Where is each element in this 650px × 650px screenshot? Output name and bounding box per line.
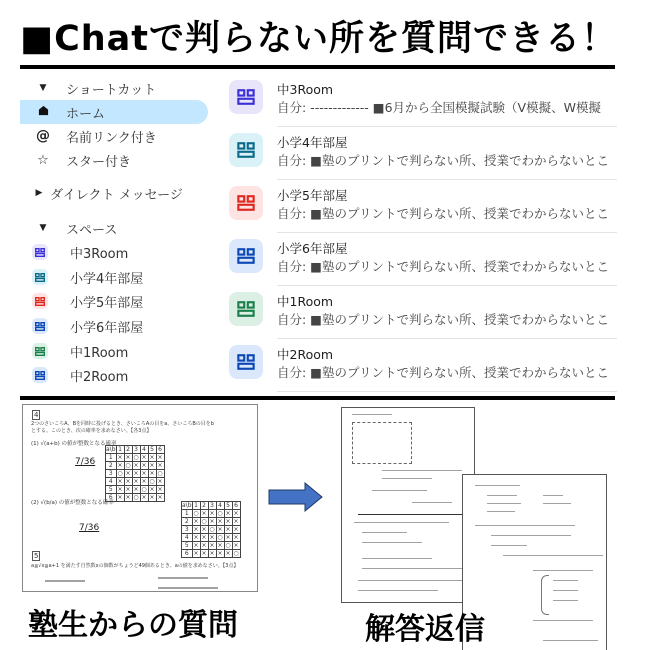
section-divider (20, 396, 615, 400)
room-icon (229, 292, 263, 326)
message-snippet: 自分: ■塾のプリントで判らない所、授業でわからないとこ (277, 153, 609, 168)
handwriting (158, 587, 218, 589)
handwriting (158, 577, 208, 579)
message-snippet: 自分: ------------- ■6月から全国模擬試験（V模擬、W模擬 (277, 100, 601, 115)
room-icon (229, 239, 263, 273)
room-icon (229, 186, 263, 220)
handwritten-answer-1: 7/36 (75, 457, 96, 467)
space-name: 小学6年部屋 (277, 241, 348, 256)
room-icon (32, 343, 48, 359)
sidebar-item-mentions[interactable]: @ 名前リンク付き (20, 124, 157, 148)
room-icon (32, 244, 48, 260)
caret-down-icon: ▼ (39, 223, 47, 233)
message-snippet: 自分: ■塾のプリントで判らない所、授業でわからないとこ (277, 365, 609, 380)
sidebar-spaces-header[interactable]: ▼ スペース (20, 216, 117, 240)
room-icon (229, 133, 263, 167)
dice-grid-1: a\b 1 2 3 4 5 6 1 × × ○ × × × 2 × ○ × × × × 3 ○ × × × × ○ 4 × × × × ○ × 5 × × × ○ × × 6 × × ○ × × × (106, 445, 163, 501)
space-list (225, 74, 617, 392)
problem-text: 2つのさいころA、Bを同時に投げるとき、さいころAの目をa、さいころBの目をbとする。このとき、次の確率を求めなさい。【各3点】 (31, 421, 214, 434)
row-divider (277, 391, 617, 392)
sub-question-2: (2) √(b/a) の値が整数となる確率 (31, 500, 114, 506)
answer-caption: 解答返信 (365, 612, 485, 647)
arrow-right-icon (268, 482, 324, 512)
sidebar-item-home[interactable]: ホーム (20, 100, 208, 124)
sidebar-space-sho4[interactable]: 小学4年部屋 (20, 265, 143, 289)
room-icon (32, 293, 48, 309)
room-icon (229, 345, 263, 379)
page-title: ■Chatで判らない所を質問できる！ (20, 19, 618, 59)
handwriting-box (352, 422, 412, 464)
sidebar-space-chu2[interactable]: 中2Room (20, 363, 128, 387)
space-row[interactable] (225, 127, 617, 180)
sidebar-space-chu1[interactable]: 中1Room (20, 339, 128, 363)
handwriting (45, 580, 85, 582)
problem-number: 4 (34, 411, 39, 419)
sidebar-direct-messages[interactable]: ▶ ダイレクト メッセージ (35, 187, 183, 203)
caret-right-icon: ▶ (35, 188, 43, 198)
space-row[interactable] (225, 180, 617, 233)
sidebar-space-sho5[interactable]: 小学5年部屋 (20, 289, 143, 313)
dice-grid-2: a\b 1 2 3 4 5 6 1 ○ × × ○ × × 2 × ○ × × × × 3 × × ○ × × × 4 × × × ○ × × 5 × × × × ○ × 6 × × × × × ○ (182, 501, 239, 557)
sidebar-item-starred[interactable]: ☆ スター付き (20, 148, 131, 172)
room-icon (32, 367, 48, 383)
space-name: 中2Room (277, 347, 334, 362)
answer-paper-scan-1 (341, 407, 475, 603)
sub-question-1: (1) √(a+b) の値が整数となる確率 (31, 441, 117, 447)
room-icon (32, 269, 48, 285)
sidebar-shortcuts-header[interactable]: ▼ ショートカット (20, 76, 156, 100)
space-name: 小学5年部屋 (277, 188, 348, 203)
room-icon (32, 318, 48, 334)
problem-number: 5 (34, 552, 39, 560)
space-row[interactable] (225, 233, 617, 286)
space-row[interactable] (225, 339, 617, 392)
sidebar-space-chu3[interactable]: 中3Room (20, 240, 128, 264)
title-divider (20, 65, 615, 69)
chat-sidebar (20, 72, 225, 392)
space-name: 中3Room (277, 82, 334, 97)
room-icon (229, 80, 263, 114)
space-name: 中1Room (277, 294, 334, 309)
at-icon: @ (36, 128, 50, 144)
message-snippet: 自分: ■塾のプリントで判らない所、授業でわからないとこ (277, 206, 609, 221)
space-row[interactable] (225, 286, 617, 339)
problem-text: a≦√x≦a+1 を満たす自然数xの個数がちょうど49個あるとき、aの値を求めなさい。【3点】 (31, 563, 239, 569)
caret-down-icon: ▼ (39, 83, 47, 93)
question-caption: 塾生からの質問 (28, 608, 238, 643)
message-snippet: 自分: ■塾のプリントで判らない所、授業でわからないとこ (277, 312, 609, 327)
space-row[interactable] (225, 74, 617, 127)
home-icon (32, 105, 54, 119)
question-paper-scan (22, 404, 258, 592)
space-name: 小学4年部屋 (277, 135, 348, 150)
handwritten-answer-2: 7/36 (79, 523, 100, 533)
message-snippet: 自分: ■塾のプリントで判らない所、授業でわからないとこ (277, 259, 609, 274)
sidebar-space-sho6[interactable]: 小学6年部屋 (20, 314, 143, 338)
star-icon: ☆ (37, 152, 49, 168)
